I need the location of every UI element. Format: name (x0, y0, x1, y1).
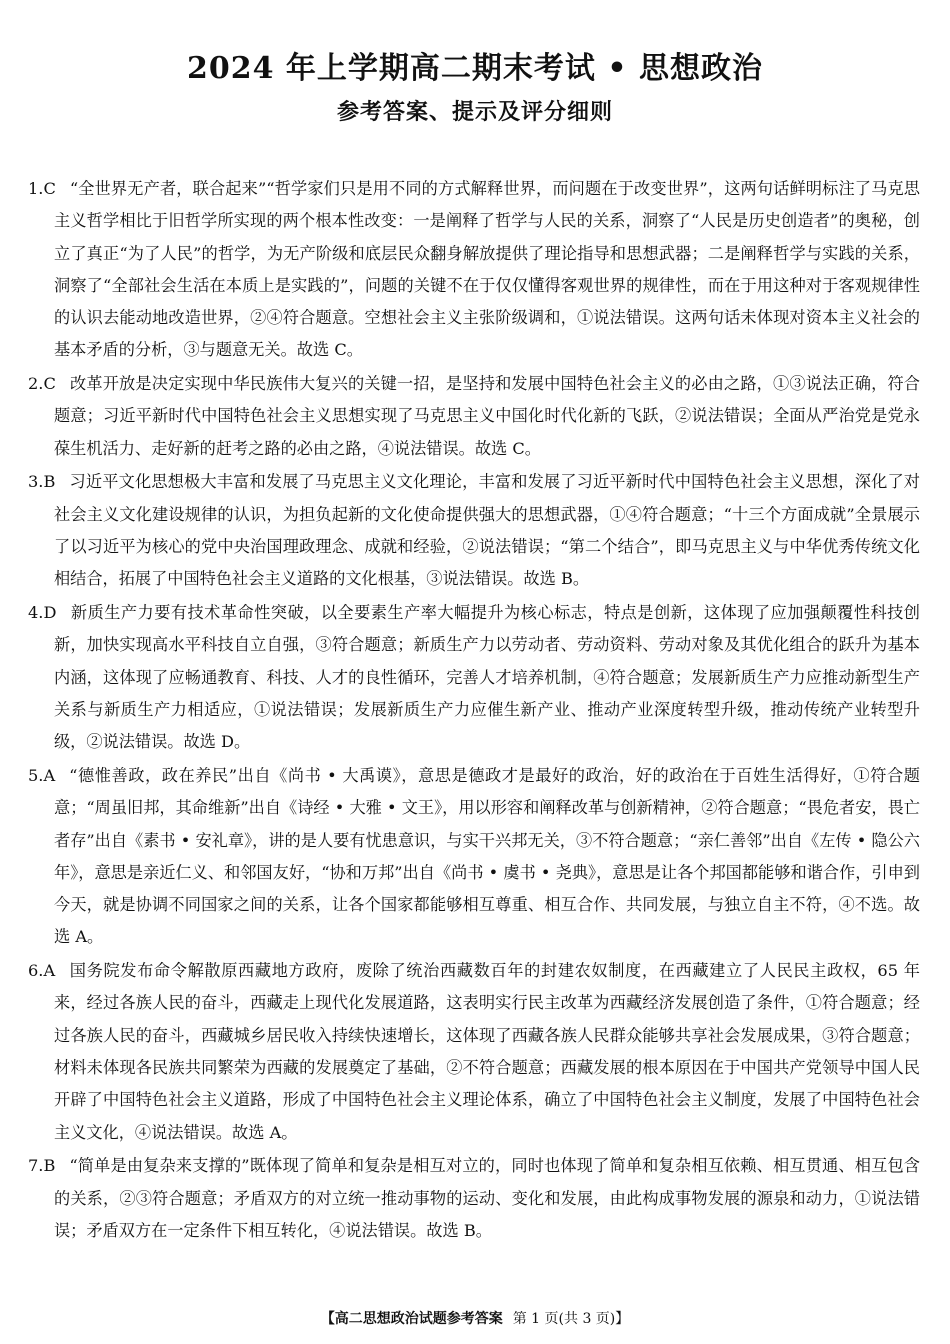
answer-choice: B (43, 472, 56, 492)
answer-item-1 (28, 173, 920, 367)
answer-choice: C (43, 179, 56, 198)
answer-choice: D (43, 603, 57, 623)
answer-item-2 (28, 368, 920, 465)
answer-number: 7. (28, 1156, 44, 1176)
answer-item-4 (28, 597, 920, 758)
answer-number: 1. (28, 179, 44, 198)
answer-number: 3. (28, 472, 44, 492)
answer-choice: C (43, 374, 56, 394)
answer-explanation: 改革开放是决定实现中华民族伟大复兴的关键一招，是坚持和发展中国特色社会主义的必由之路，①③说法正确，符合题意；习近平新时代中国特色社会主义思想实现了马克思主义中国化时代化新的飞跃，②说法错误；全面从严治党是党永葆生机活力、走好新的赶考之路的必由之路，④说法错误。故选 C。 (54, 374, 920, 458)
answer-explanation: “德惟善政，政在养民”出自《尚书 • 大禹谟》，意思是德政才是最好的政治，好的政治在于百姓生活得好，①符合题意；“周虽旧邦，其命维新”出自《诗经 • 大雅 • 文王》，用以形容和阐释改革与创新精神，②符合题意；“畏危者安，畏亡者存”出自《素书 • 安礼章》，讲的是人要有忧患意识，与实干兴邦无关，③不符合题意；“亲仁善邻”出自《左传 • 隐公六年》，意思是亲近仁义、和邻国友好，“协和万邦”出自《尚书 • 虞书 • 尧典》，意思是让各个邦国都能够和谐合作，引申到今天，就是协调不同国家之间的关系，让各个国家都能够相互尊重、相互合作、共同发展，与独立自主不符，④不选。故选 A。 (54, 765, 920, 947)
answer-list (28, 173, 920, 1249)
answer-item-3 (28, 466, 920, 595)
answer-explanation: 国务院发布命令解散原西藏地方政府，废除了统治西藏数百年的封建农奴制度，在西藏建立了人民民主政权，65 年来，经过各族人民的奋斗，西藏走上现代化发展道路，这表明实行民主改革为西藏经济发展创造了条件，①符合题意；经过各族人民的奋斗，西藏城乡居民收入持续快速增长，这体现了西藏各族人民群众能够共享社会发展成果，③符合题意；材料未体现各民族共同繁荣为西藏的发展奠定了基础，②不符合题意；西藏发展的根本原因在于中国共产党领导中国人民开辟了中国特色社会主义道路，形成了中国特色社会主义理论体系，确立了中国特色社会主义制度，发展了中国特色社会主义文化，④说法错误。故选 A。 (54, 961, 920, 1142)
answer-number: 2. (28, 374, 44, 394)
footer-page-number: 第 1 页(共 3 页)】 (512, 1311, 630, 1327)
page-footer (0, 1309, 950, 1329)
answer-number: 6. (28, 961, 44, 981)
answer-explanation: “全世界无产者，联合起来”“哲学家们只是用不同的方式解释世界，而问题在于改变世界”，这两句话鲜明标注了马克思主义哲学相比于旧哲学所实现的两个根本性改变：一是阐释了哲学与人民的关系，洞察了“人民是历史创造者”的奥秘，创立了真正“为了人民”的哲学，为无产阶级和底层民众翻身解放提供了理论指导和思想武器；二是阐释哲学与实践的关系，洞察了“全部社会生活在本质上是实践的”，问题的关键不在于仅仅懂得客观世界的规律性，而在于用这种对于客观规律性的认识去能动地改造世界，②④符合题意。空想社会主义主张阶级调和，①说法错误。这两句话未体现对资本主义社会的基本矛盾的分析，③与题意无关。故选 C。 (54, 179, 920, 360)
answer-item-7 (28, 1150, 920, 1247)
answer-number: 5. (28, 765, 44, 785)
answer-choice: A (43, 961, 56, 981)
answer-explanation: 新质生产力要有技术革命性突破，以全要素生产率大幅提升为核心标志，特点是创新，这体现了应加强颠覆性科技创新，加快实现高水平科技自立自强，③符合题意；新质生产力以劳动者、劳动资料、劳动对象及其优化组合的跃升为基本内涵，这体现了应畅通教育、科技、人才的良性循环，完善人才培养机制，④符合题意；发展新质生产力应推动新型生产关系与新质生产力相适应，①说法错误；发展新质生产力应催生新产业、推动产业深度转型升级，推动传统产业转型升级，②说法错误。故选 D。 (54, 603, 920, 752)
answer-choice: A (43, 765, 56, 785)
answer-explanation: 习近平文化思想极大丰富和发展了马克思主义文化理论，丰富和发展了习近平新时代中国特色社会主义思想，深化了对社会主义文化建设规律的认识，为担负起新的文化使命提供强大的思想武器，①④符合题意；“十三个方面成就”全景展示了以习近平为核心的党中央治国理政理念、成就和经验，②说法错误；“第二个结合”，即马克思主义与中华优秀传统文化相结合，拓展了中国特色社会主义道路的文化根基，③说法错误。故选 B。 (54, 472, 920, 589)
answer-explanation: “简单是由复杂来支撑的”既体现了简单和复杂是相互对立的，同时也体现了简单和复杂相互依赖、相互贯通、相互包含的关系，②③符合题意；矛盾双方的对立统一推动事物的运动、变化和发展，由此构成事物发展的源泉和动力，①说法错误；矛盾双方在一定条件下相互转化，④说法错误。故选 B。 (54, 1156, 920, 1240)
answer-item-6 (28, 955, 920, 1149)
answer-item-5 (28, 760, 920, 954)
footer-label: 【高二思想政治试题参考答案 (320, 1311, 503, 1327)
answer-number: 4. (28, 603, 44, 623)
page-title: 2024 年上学期高二期末考试 • 思想政治 (186, 51, 763, 86)
page-subtitle: 参考答案、提示及评分细则 (336, 99, 613, 125)
answer-choice: B (43, 1156, 56, 1176)
